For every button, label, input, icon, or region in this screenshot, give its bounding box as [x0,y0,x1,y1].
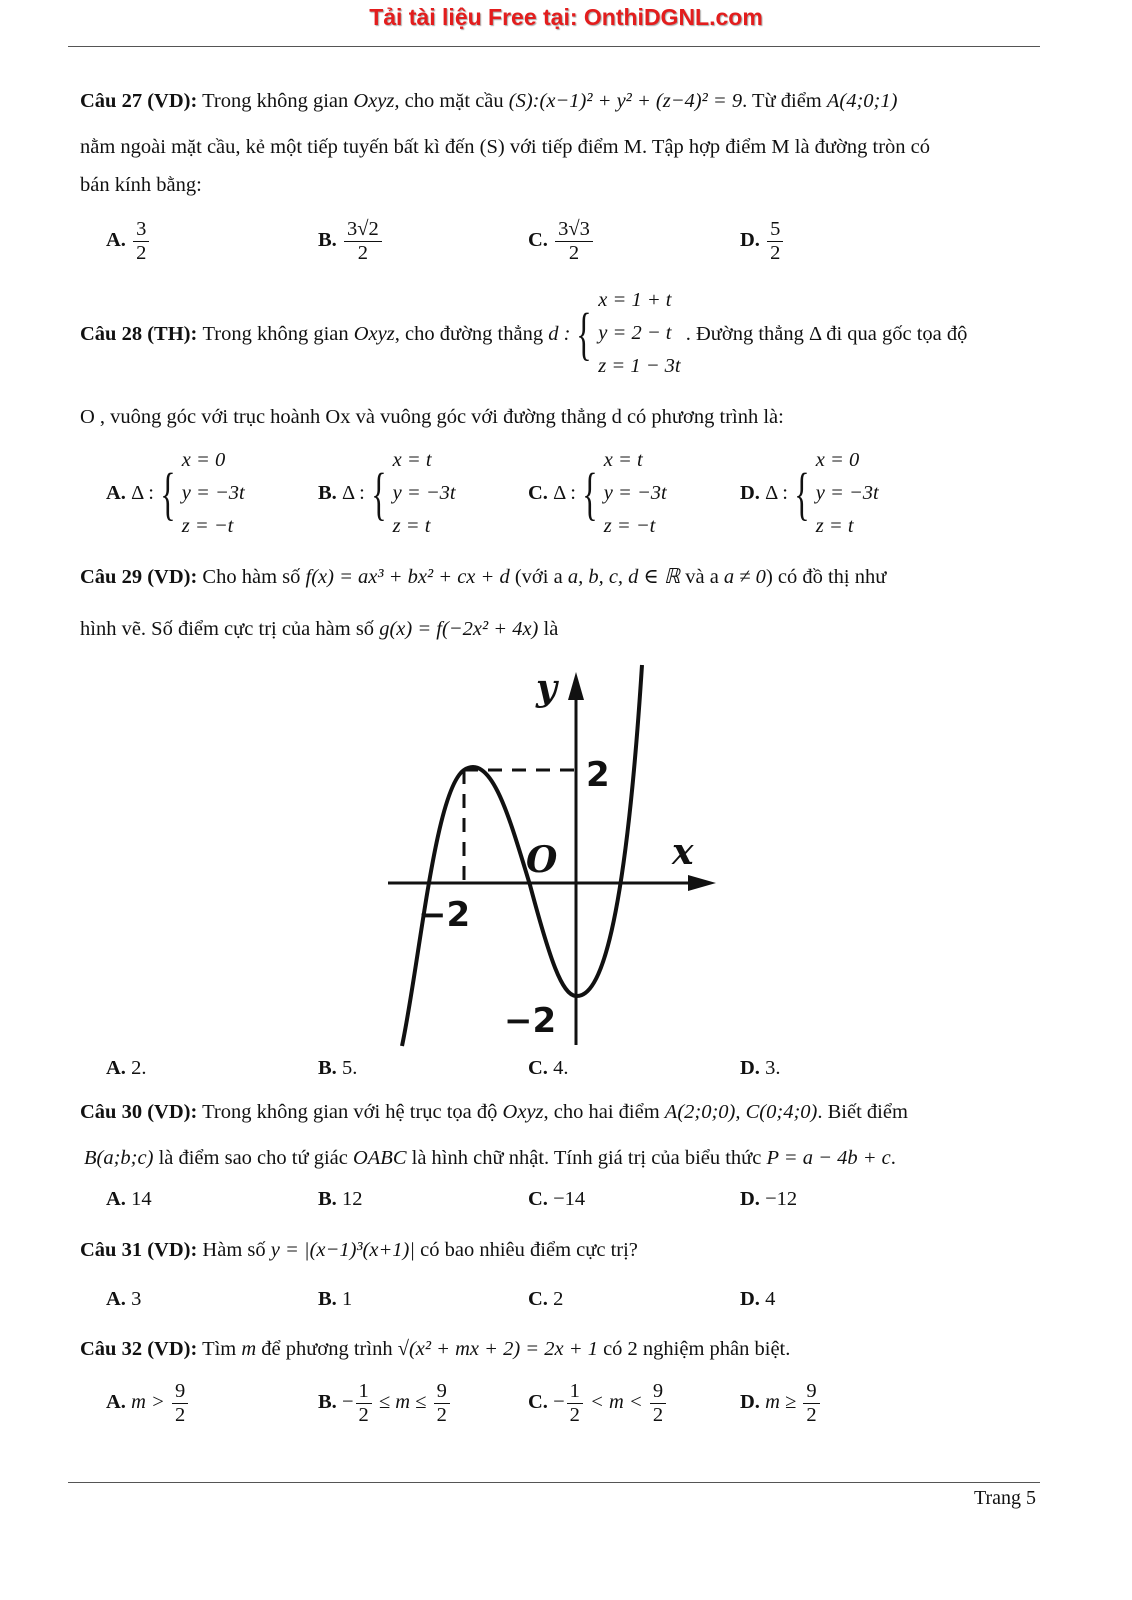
q29-label: Câu 29 (VD): [80,566,198,588]
q29-option-a: A. 2. [106,1057,147,1079]
q27-label: Câu 27 (VD): [80,90,198,112]
q27-line3: bán kính bằng: [80,174,202,196]
y-label: y [536,667,557,709]
question-27: Câu 27 (VD): Trong không gian Oxyz, cho mặt cầu (S):(x−1)² + y² + (z−4)² = 9. Từ điểm A(4;0;1) [80,90,898,112]
q27-option-b: B. $\frac{3√2}{2}$ [318,218,384,264]
footer-rule [68,1482,1040,1483]
q28-label: Câu 28 (TH): [80,322,198,345]
line-d-system: { x = 1 + t y = 2 − t z = 1 − 3t [576,289,681,377]
q30-option-b: B. 12 [318,1188,363,1210]
q32-option-b: B. − $\frac{1}{2}$ ≤ m ≤ $\frac{9}{2}$ [318,1380,452,1426]
q28-option-c: C. Δ : { x = t y = −3t z = −t [528,449,667,537]
tick-y-positive: 2 [586,755,610,795]
q32-option-d: D. m ≥ $\frac{9}{2}$ [740,1380,822,1426]
q32-option-c: C. − $\frac{1}{2}$ < m < $\frac{9}{2}$ [528,1380,668,1426]
q30-line2: B(a;b;c) là điểm sao cho tứ giác OABC là hình chữ nhật. Tính giá trị của biểu thức P = a − 4b + c. [84,1147,896,1169]
q31-option-c: C. 2 [528,1288,564,1310]
question-30: Câu 30 (VD): Trong không gian với hệ trục tọa độ Oxyz, cho hai điểm A(2;0;0), C(0;4;0). Biết điểm [80,1101,908,1123]
q31-option-d: D. 4 [740,1288,776,1310]
q28-line2: O , vuông góc với trục hoành Ox và vuông góc với đường thẳng d có phương trình là: [80,406,784,428]
q29-line2: hình vẽ. Số điểm cực trị của hàm số g(x) = f(−2x² + 4x) là [80,618,559,640]
q29-option-d: D. 3. [740,1057,781,1079]
q31-option-b: B. 1 [318,1288,353,1310]
page-number: Trang 5 [973,1487,1036,1509]
question-31: Câu 31 (VD): Hàm số y = |(x−1)³(x+1)| có bao nhiêu điểm cực trị? [80,1239,638,1261]
point-a: A(4;0;1) [826,90,898,112]
y-axis-arrow [568,672,584,700]
tick-x-negative: −2 [418,895,471,935]
q30-option-d: D. −12 [740,1188,798,1210]
tick-y-negative: −2 [504,1001,557,1041]
question-28: Câu 28 (TH): Trong không gian Oxyz , cho đường thẳng d : { x = 1 + t y = 2 − t z = 1 − 3t . Đường thẳng Δ đi qua gốc tọa độ [80,284,1040,383]
header-rule [68,46,1040,47]
q30-option-a: A. 14 [106,1188,152,1210]
q31-option-a: A. 3 [106,1288,142,1310]
q30-option-c: C. −14 [528,1188,586,1210]
q28-option-d: D. Δ : { x = 0 y = −3t z = t [740,449,879,537]
q29-option-b: B. 5. [318,1057,358,1079]
q29-option-c: C. 4. [528,1057,569,1079]
x-label: x [672,831,694,873]
x-axis-arrow [688,875,716,891]
q27-line2: nằm ngoài mặt cầu, kẻ một tiếp tuyến bất kì đến (S) với tiếp điểm M. Tập hợp điểm M là đường tròn có [80,136,930,158]
origin-label: O [526,839,558,881]
q32-option-a: A. m > $\frac{9}{2}$ [106,1380,190,1426]
sphere-equation: (S):(x−1)² + y² + (z−4)² = 9 [508,90,743,112]
question-29: Câu 29 (VD): Cho hàm số f(x) = ax³ + bx² + cx + d (với a a, b, c, d ∈ ℝ và a a ≠ 0) có đồ thị như [80,566,887,588]
curve [402,665,642,1046]
question-32: Câu 32 (VD): Tìm m để phương trình √(x² + mx + 2) = 2x + 1 có 2 nghiệm phân biệt. [80,1338,791,1360]
q30-label: Câu 30 (VD): [80,1101,198,1123]
cubic-graph [380,660,730,1050]
q28-option-a: A. Δ : { x = 0 y = −3t z = −t [106,449,245,537]
q28-option-b: B. Δ : { x = t y = −3t z = t [318,449,456,537]
q27-option-a: A. $\frac{3}{2}$ [106,218,151,264]
q31-label: Câu 31 (VD): [80,1239,198,1261]
site-header: Tải tài liệu Free tại: OnthiDGNL.com [369,4,763,30]
q27-option-d: D. $\frac{5}{2}$ [740,218,785,264]
q27-option-c: C. $\frac{3√3}{2}$ [528,218,595,264]
q32-label: Câu 32 (VD): [80,1338,198,1360]
